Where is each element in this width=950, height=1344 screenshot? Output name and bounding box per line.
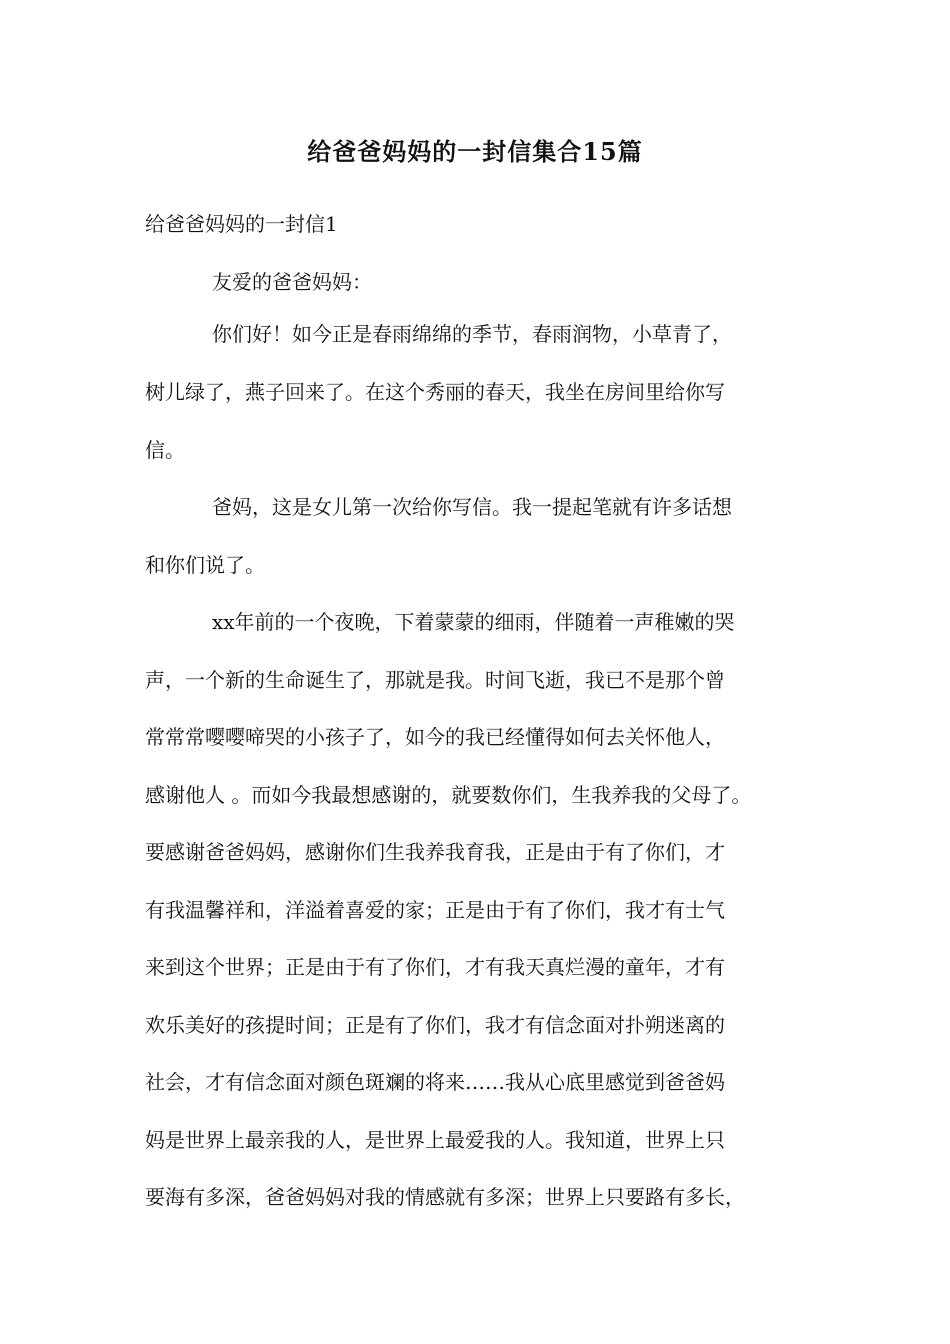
body-line: 妈是世界上最亲我的人，是世界上最爱我的人。我知道，世界上只 <box>145 1128 725 1152</box>
body-line: 你们好！如今正是春雨绵绵的季节，春雨润物，小草青了， <box>212 322 732 346</box>
body-line: 常常常嘤嘤啼哭的小孩子了，如今的我已经懂得如何去关怀他人， <box>145 725 725 749</box>
body-line: 和你们说了。 <box>145 553 265 577</box>
document-title: 给爸爸妈妈的一封信集合15篇 <box>307 137 643 166</box>
body-line: 声，一个新的生命诞生了，那就是我。时间飞逝，我已不是那个曾 <box>145 668 725 692</box>
letter-heading: 给爸爸妈妈的一封信1 <box>145 212 338 236</box>
body-line: xx年前的一个夜晚，下着蒙蒙的细雨，伴随着一声稚嫩的哭 <box>212 610 735 634</box>
body-line: 感谢他人 。而如今我最想感谢的，就要数你们，生我养我的父母了。 <box>145 783 752 807</box>
body-line: 来到这个世界；正是由于有了你们，才有我天真烂漫的童年，才有 <box>145 955 725 979</box>
salutation: 友爱的爸爸妈妈： <box>212 270 372 294</box>
body-line: 爸妈，这是女儿第一次给你写信。我一提起笔就有许多话想 <box>212 495 732 519</box>
body-line: 社会，才有信念面对颜色斑斓的将来……我从心底里感觉到爸爸妈 <box>145 1070 725 1094</box>
body-line: 树儿绿了，燕子回来了。在这个秀丽的春天，我坐在房间里给你写 <box>145 380 725 404</box>
body-line: 有我温馨祥和，洋溢着喜爱的家；正是由于有了你们，我才有士气 <box>145 898 725 922</box>
body-line: 信。 <box>145 438 185 462</box>
body-line: 要海有多深，爸爸妈妈对我的情感就有多深；世界上只要路有多长， <box>145 1185 745 1209</box>
body-line: 欢乐美好的孩提时间；正是有了你们，我才有信念面对扑朔迷离的 <box>145 1013 725 1037</box>
body-line: 要感谢爸爸妈妈，感谢你们生我养我育我，正是由于有了你们，才 <box>145 840 725 864</box>
